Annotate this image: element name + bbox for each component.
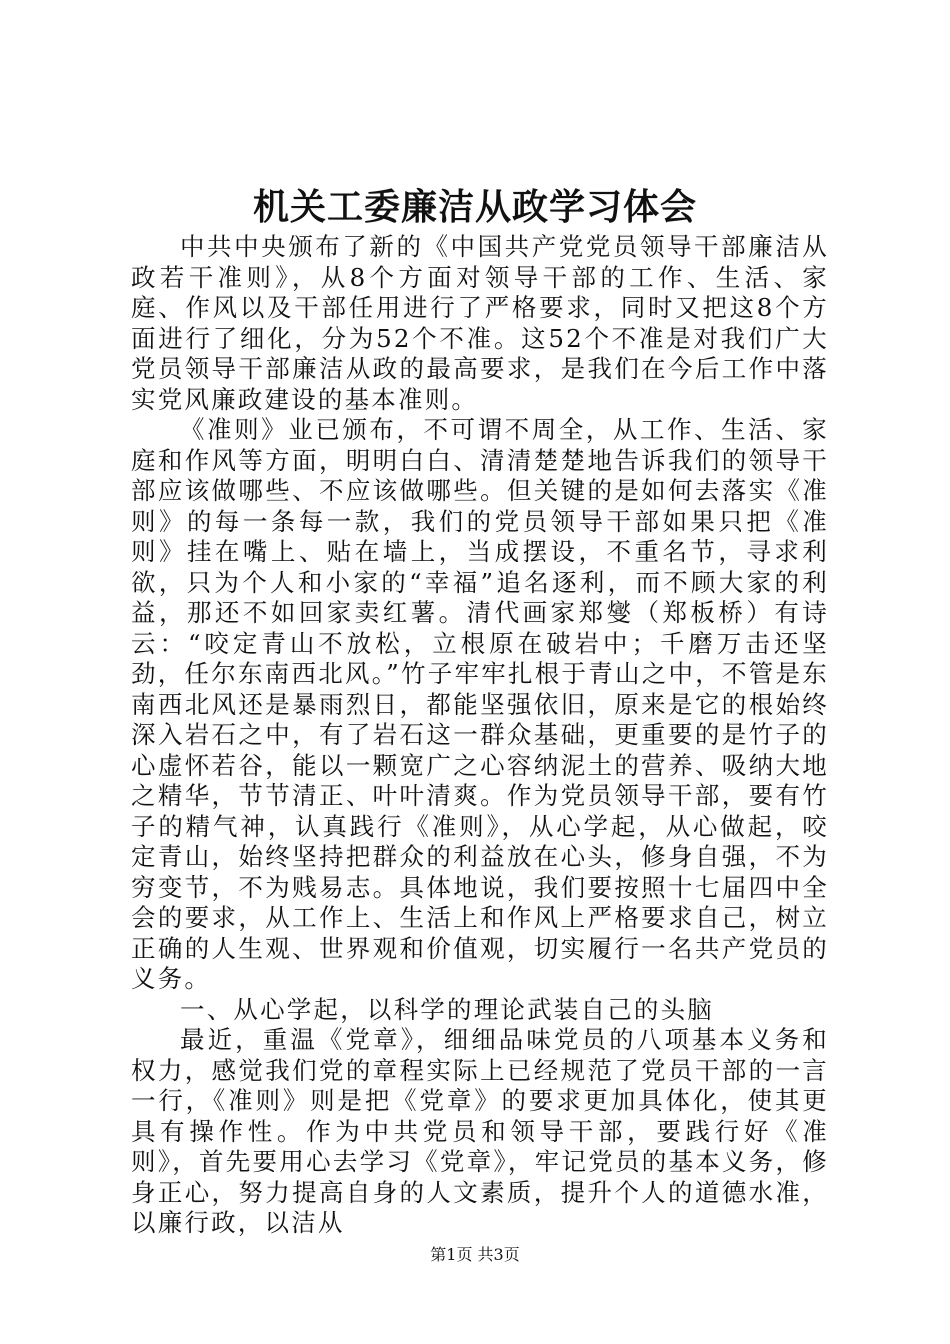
document-body	[131, 232, 829, 1239]
section-heading: 一、从心学起，以科学的理论武装自己的头脑	[180, 994, 714, 1024]
document-title: 机关工委廉洁从政学习体会	[252, 186, 697, 228]
paragraph-intro: 中共中央颁布了新的《中国共产党党员领导干部廉洁从政若干准则》，从8个方面对领导干部的工作、生活、家庭、作风以及干部任用进行了严格要求，同时又把这8个方面进行了细化，分为52个不准。这52个不准是对我们广大党员领导干部廉洁从政的最高要求，是我们在今后工作中落实党风廉政建设的基本准则。	[131, 232, 829, 414]
paragraph-main: 《准则》业已颁布，不可谓不周全，从工作、生活、家庭和作风等方面，明明白白、清清楚楚地告诉我们的领导干部应该做哪些、不应该做哪些。但关键的是如何去落实《准则》的每一条每一款，我们的党员领导干部如果只把《准则》挂在嘴上、贴在墙上，当成摆设，不重名节，寻求利欲，只为个人和小家的“幸福”追名逐利，而不顾大家的利益，那还不如回家卖红薯。清代画家郑燮（郑板桥）有诗云：“咬定青山不放松，立根原在破岩中；千磨万击还坚劲，任尔东南西北风。”竹子牢牢扎根于青山之中，不管是东南西北风还是暴雨烈日，都能坚强依旧，原来是它的根始终深入岩石之中，有了岩石这一群众基础，更重要的是竹子的心虚怀若谷，能以一颗宽广之心容纳泥土的营养、吸纳大地之精华，节节清正、叶叶清爽。作为党员领导干部，要有竹子的精气神，认真践行《准则》，从心学起，从心做起，咬定青山，始终坚持把群众的利益放在心头，修身自强，不为穷变节，不为贱易志。具体地说，我们要按照十七届四中全会的要求，从工作上、生活上和作风上严格要求自己，树立正确的人生观、世界观和价值观，切实履行一名共产党员的义务。	[131, 415, 829, 993]
page-number-footer: 第1页 共3页	[430, 1245, 520, 1264]
paragraph-section-one: 最近，重温《党章》，细细品味党员的八项基本义务和权力，感觉我们党的章程实际上已经规范了党员干部的一言一行，《准则》则是把《党章》的要求更加具体化，使其更具有操作性。作为中共党员和领导干部，要践行好《准则》，首先要用心去学习《党章》，牢记党员的基本义务，修身正心，努力提高自身的人文素质，提升个人的道德水准，以廉行政，以洁从	[131, 1025, 829, 1237]
